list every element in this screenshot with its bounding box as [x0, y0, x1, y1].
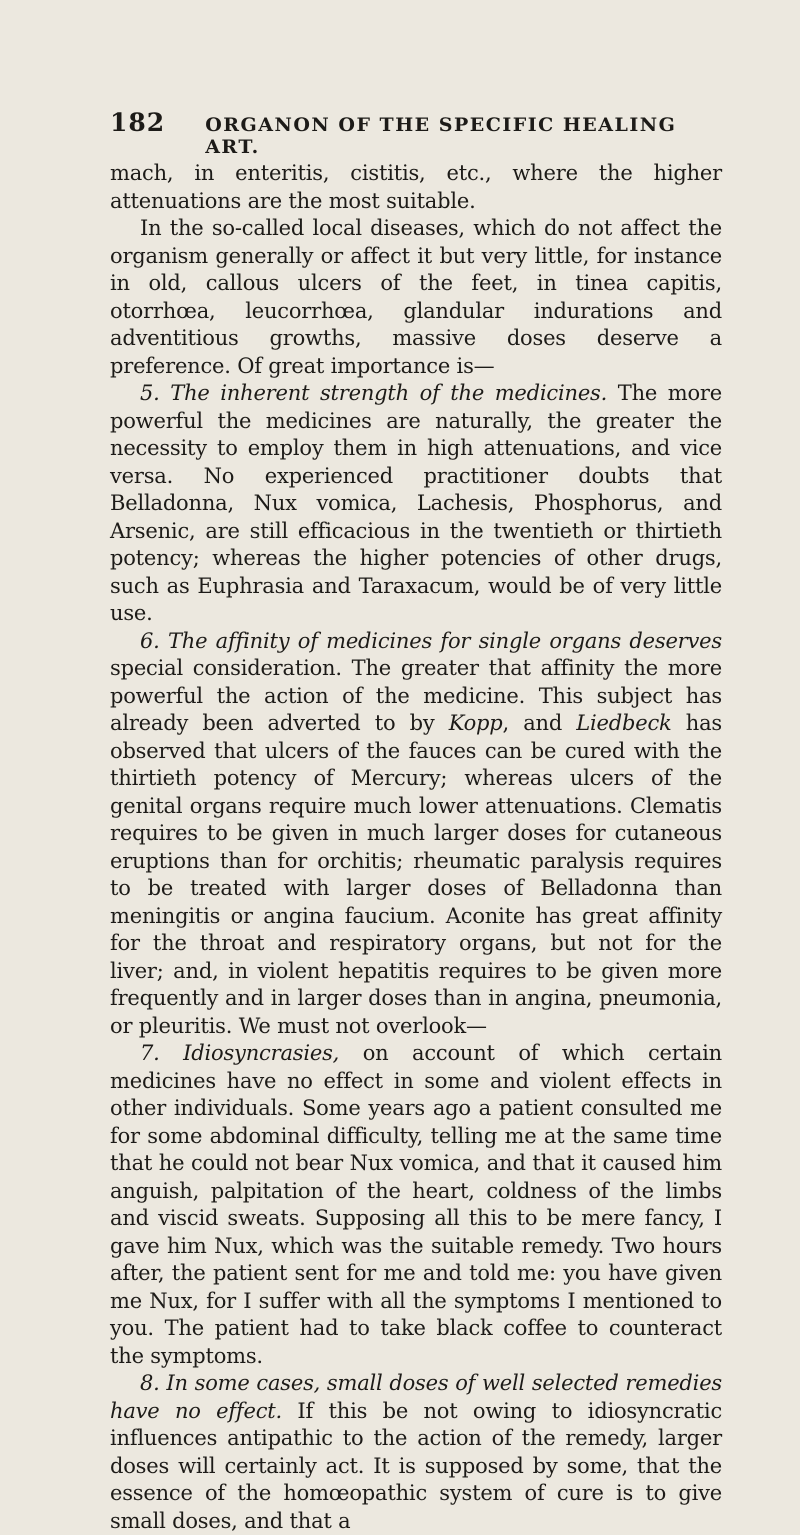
body-text — [110, 160, 722, 1535]
running-head: ORGANON OF THE SPECIFIC HEALING ART. — [205, 114, 677, 158]
author-name-kopp: Kopp — [448, 711, 503, 735]
paragraph-small-doses — [110, 1370, 722, 1535]
section-text-6a: special consideration. The greater that affinity the more powerful the action of the medicine. This subject has already been adverted to by — [110, 656, 722, 735]
paragraph-local-diseases: In the so-called local diseases, which do not affect the organism generally or affect it but very little, for instance in old, callous ulcers of the feet, in tinea capitis, otorrhœa, leucorrhœa, glandular indurations and adventitious growths, massive doses deserve a preference. Of great importance is— — [110, 216, 722, 378]
page-header — [110, 108, 730, 158]
paragraph-inherent-strength — [110, 380, 722, 628]
section-text-8: If this be not owing to idiosyncratic influences antipathic to the action of the remedy, larger doses will certainly act. It is supposed by some, that the essence of the homœopathic system of cure is to give small doses, and that a — [110, 1398, 723, 1533]
section-text-6b: , and — [502, 711, 577, 735]
page-number: 182 — [110, 108, 166, 137]
paragraph-idiosyncrasies — [110, 1040, 722, 1370]
section-heading-8: 8. In some cases, small doses of well selected remedies have no effect. — [110, 1371, 722, 1423]
author-name-liedbeck: Liedbeck — [576, 711, 672, 735]
section-text-6c: has observed that ulcers of the fauces can be cured with the thirtieth potency of Mercury; whereas ulcers of the genital organs require much lower attenuations. Clematis requires to be given in much larger doses for cutaneous eruptions than for orchitis; rheumatic paralysis requires to be treated with larger doses of Belladonna than meningitis or angina faucium. Aconite has great affinity for the throat and respiratory organs, but not for the liver; and, in violent hepatitis requires to be given more frequently and in larger doses than in angina, pneumonia, or pleuritis. We must not overlook— — [110, 711, 723, 1038]
section-heading-7: 7. Idiosyncrasies, — [140, 1041, 340, 1065]
section-text-5: The more powerful the medicines are naturally, the greater the necessity to employ them in high attenuations, and vice versa. No experienced practitioner doubts that Belladonna, Nux vomica, Lachesis, Phosphorus, and Arsenic, are still efficacious in the twentieth or thirtieth potency; whereas the higher potencies of other drugs, such as Euphrasia and Taraxacum, would be of very little use. — [110, 381, 722, 625]
paragraph-continuation: mach, in enteritis, cistitis, etc., where the higher attenuations are the most suitable. — [110, 161, 722, 213]
paragraph-affinity — [110, 628, 722, 1041]
section-text-7: on account of which certain medicines have no effect in some and violent effects in other individuals. Some years ago a patient consulted me for some abdominal difficulty, telling me at the same time that he could not bear Nux vomica, and that it caused him anguish, palpitation of the heart, coldness of the limbs and viscid sweats. Supposing all this to be mere fancy, I gave him Nux, which was the suitable remedy. Two hours after, the patient sent for me and told me: you have given me Nux, for I suffer with all the symptoms I mentioned to you. The patient had to take black coffee to counteract the symptoms. — [110, 1041, 722, 1368]
section-heading-5: 5. The inherent strength of the medicines. — [140, 381, 608, 405]
section-heading-6: 6. The affinity of medicines for single organs deserves — [140, 628, 722, 653]
